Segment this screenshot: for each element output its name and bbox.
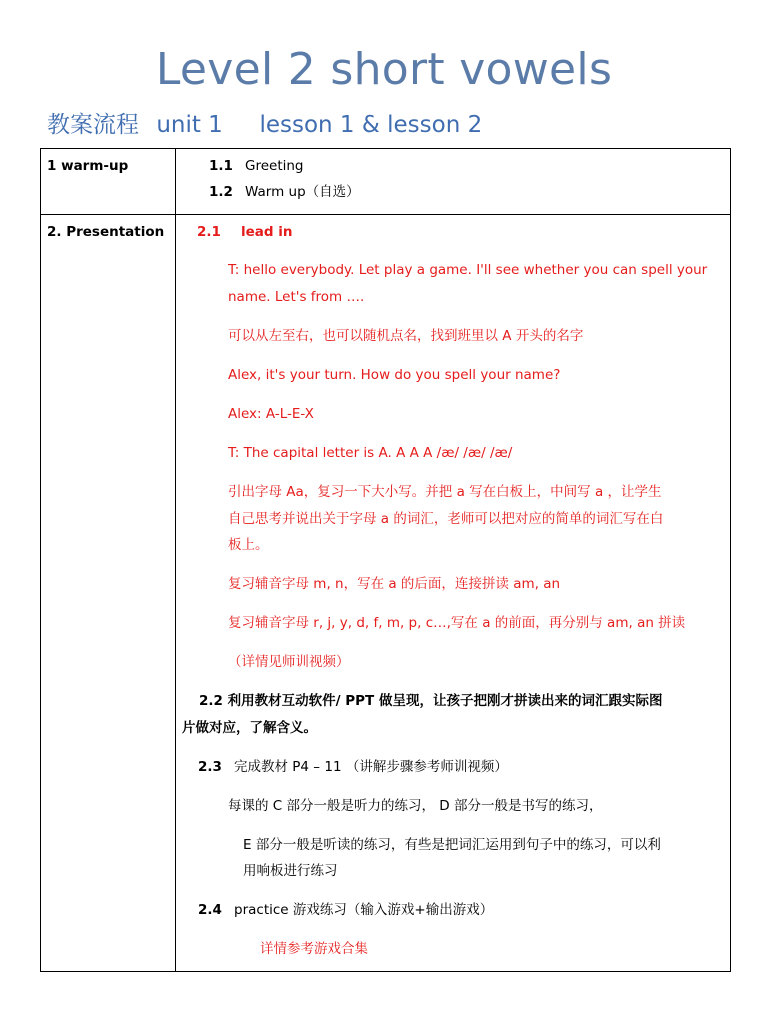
warmup-item-1 <box>209 157 304 175</box>
lead-in-line-11: 复习辅音字母 r, j, y, d, f, m, p, c…,写在 a 的前面，再分别与 am, an 拼读 <box>228 615 686 631</box>
warmup-item-2-num: 1.2 <box>209 184 233 200</box>
warmup-item-2-text: Warm up（自选） <box>245 184 360 200</box>
warmup-item-2 <box>209 183 360 201</box>
lead-in-num: 2.1 <box>197 224 221 240</box>
section-2-3-part-e-1: E 部分一般是听读的练习，有些是把词汇运用到句子中的练习，可以利 <box>243 837 661 853</box>
lead-in-line-4: Alex, it's your turn. How do you spell your name? <box>228 367 561 383</box>
warmup-item-1-num: 1.1 <box>209 158 233 174</box>
document-subtitle <box>47 106 482 139</box>
section-2-4-reference: 详情参考游戏合集 <box>260 941 368 957</box>
section-2-3-part-c: 每课的 C 部分一般是听力的练习， D 部分一般是书写的练习， <box>228 798 603 814</box>
lead-in-line-8: 自己思考并说出关于字母 a 的词汇，老师可以把对应的简单的词汇写在白 <box>228 511 664 527</box>
section-2-2-line-1: 2.2 利用教材互动软件/ PPT 做呈现，让孩子把刚才拼读出来的词汇跟实际图 <box>199 693 663 709</box>
document-title: Level 2 short vowels <box>155 44 613 95</box>
lesson-plan-table <box>40 148 731 972</box>
lead-in-text: lead in <box>241 224 293 240</box>
row-divider <box>41 214 730 215</box>
lead-in-heading <box>197 223 293 241</box>
lead-in-line-2: name. Let's from …. <box>228 289 365 305</box>
subtitle-unit: unit 1 <box>156 112 223 138</box>
column-divider <box>175 149 176 971</box>
section-2-3-num: 2.3 <box>198 759 222 775</box>
lead-in-line-3: 可以从左至右，也可以随机点名，找到班里以 A 开头的名字 <box>228 328 584 344</box>
lead-in-line-7: 引出字母 Aa，复习一下大小写。并把 a 写在白板上，中间写 a ，让学生 <box>228 484 662 500</box>
lead-in-line-5: Alex: A-L-E-X <box>228 406 314 422</box>
lead-in-line-9: 板上。 <box>228 537 269 553</box>
section-2-2-line-2: 片做对应，了解含义。 <box>182 720 317 736</box>
section-2-3-heading <box>198 758 508 776</box>
section-2-4-heading <box>198 901 493 919</box>
section-2-3-part-e-2: 用响板进行练习 <box>243 863 338 879</box>
subtitle-lesson: lesson 1 & lesson 2 <box>259 112 483 138</box>
lead-in-line-12: （详情见师训视频） <box>228 654 350 670</box>
section-2-4-text: practice 游戏练习（输入游戏+输出游戏） <box>234 902 494 918</box>
lead-in-line-10: 复习辅音字母 m, n，写在 a 的后面，连接拼读 am, an <box>228 576 561 592</box>
row-label-presentation: 2. Presentation <box>47 224 165 240</box>
section-2-3-text: 完成教材 P4 – 11 （讲解步骤参考师训视频） <box>234 759 508 775</box>
row-label-warmup: 1 warm-up <box>47 158 129 174</box>
lead-in-line-1: T: hello everybody. Let play a game. I'll see whether you can spell your <box>228 262 708 278</box>
warmup-item-1-text: Greeting <box>245 158 304 174</box>
section-2-4-num: 2.4 <box>198 902 222 918</box>
lead-in-line-6: T: The capital letter is A. A A A /æ/ /æ/ /æ/ <box>228 445 513 461</box>
subtitle-chinese: 教案流程 <box>47 112 139 138</box>
